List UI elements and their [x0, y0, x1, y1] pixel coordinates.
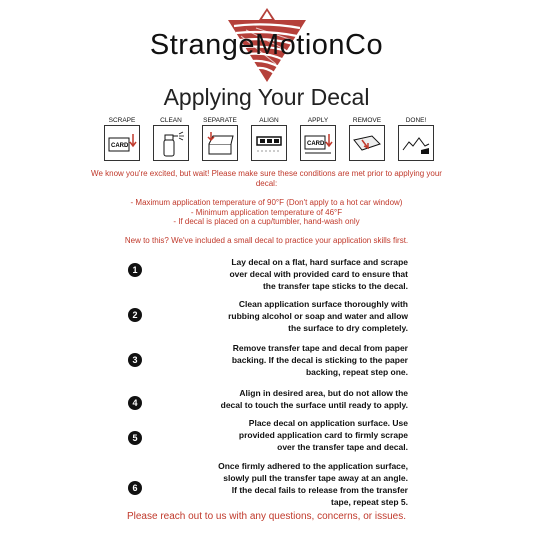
- instruction-text: [160, 342, 408, 378]
- step-icon-done: [398, 117, 434, 161]
- instruction-line: rubbing alcohol or soap and water and allow: [228, 311, 408, 321]
- brand-name: StrangeMotionCo: [149, 29, 384, 61]
- condition-item: - If decal is placed on a cup/tumbler, hand-wash only: [173, 217, 360, 226]
- step-icon-label: ALIGN: [259, 117, 279, 124]
- page-title: Applying Your Decal: [163, 84, 370, 110]
- instruction-line: provided application card to firmly scrape: [238, 430, 408, 440]
- svg-text:CARD: CARD: [307, 141, 325, 147]
- instruction-line: Align in desired area, but do not allow the: [239, 388, 408, 398]
- instruction-text: [160, 298, 408, 334]
- instruction-text: [160, 387, 408, 411]
- instruction-line: Remove transfer tape and decal from paper: [232, 343, 408, 353]
- practice-note: New to this? We've included a small decal to practice your application skills first.: [124, 236, 409, 245]
- instruction-line: Lay decal on a flat, hard surface and scrape: [231, 257, 408, 267]
- instruction-text: [160, 460, 408, 508]
- instruction-text: [160, 417, 408, 453]
- steps-icon-row: [104, 117, 434, 165]
- step-icon-separate: [202, 117, 238, 161]
- step-icon-scrape: [104, 117, 140, 161]
- remove-tape-icon: [350, 126, 384, 160]
- instruction-line: If the decal fails to release from the transfer: [231, 485, 408, 495]
- condition-item: - Minimum application temperature of 46°F: [190, 207, 343, 217]
- step-icon-label: APPLY: [307, 117, 329, 124]
- conditions-list: [90, 198, 443, 227]
- instruction-line: tape, repeat step 5.: [330, 497, 408, 507]
- condition-item: - Maximum application temperature of 90°F (Don't apply to a hot car window): [130, 198, 403, 207]
- step-icon-apply: [300, 117, 336, 161]
- instruction-line: over decal with provided card to ensure that: [229, 269, 408, 279]
- step-number-badge: 1: [128, 263, 142, 277]
- step-icon-label: SEPARATE: [203, 117, 237, 124]
- step-number-badge: 5: [128, 431, 142, 445]
- align-icon: [252, 126, 286, 160]
- step-number-badge: 4: [128, 396, 142, 410]
- svg-text:CARD: CARD: [111, 143, 129, 149]
- instruction-line: the surface to dry completely.: [288, 323, 408, 333]
- step-icon-clean: [153, 117, 189, 161]
- step-icon-label: CLEAN: [160, 117, 182, 124]
- contact-note: Please reach out to us with any questions, concerns, or issues.: [126, 511, 407, 522]
- step-icon-label: SCRAPE: [108, 117, 136, 124]
- separate-tape-icon: [203, 126, 237, 160]
- instruction-line: decal to touch the surface until ready to apply.: [220, 400, 408, 410]
- instruction-line: Place decal on application surface. Use: [248, 418, 408, 428]
- instruction-line: the transfer tape sticks to the decal.: [262, 281, 408, 291]
- instruction-line: Clean application surface thoroughly with: [238, 299, 408, 309]
- spray-bottle-icon: [154, 126, 188, 160]
- instruction-line: over the transfer tape and decal.: [277, 442, 408, 452]
- done-decal-icon: [399, 126, 433, 160]
- step-number-badge: 2: [128, 308, 142, 322]
- step-icon-remove: [349, 117, 385, 161]
- card-scrape-icon: [105, 126, 139, 160]
- instruction-line: Once firmly adhered to the application surface,: [218, 461, 408, 471]
- step-number-badge: 3: [128, 353, 142, 367]
- instruction-line: slowly pull the transfer tape away at an angle.: [223, 473, 408, 483]
- step-icon-label: REMOVE: [352, 117, 382, 124]
- instruction-line: backing, repeat step one.: [305, 367, 408, 377]
- instruction-text: [160, 256, 408, 292]
- step-icon-align: [251, 117, 287, 161]
- instruction-line: backing. If the decal is sticking to the paper: [231, 355, 408, 365]
- card-apply-icon: [301, 126, 335, 160]
- step-number-badge: 6: [128, 481, 142, 495]
- intro-warning: We know you're excited, but wait! Please make sure these conditions are met prior to applying your decal:: [91, 169, 442, 188]
- step-icon-label: DONE!: [405, 117, 427, 124]
